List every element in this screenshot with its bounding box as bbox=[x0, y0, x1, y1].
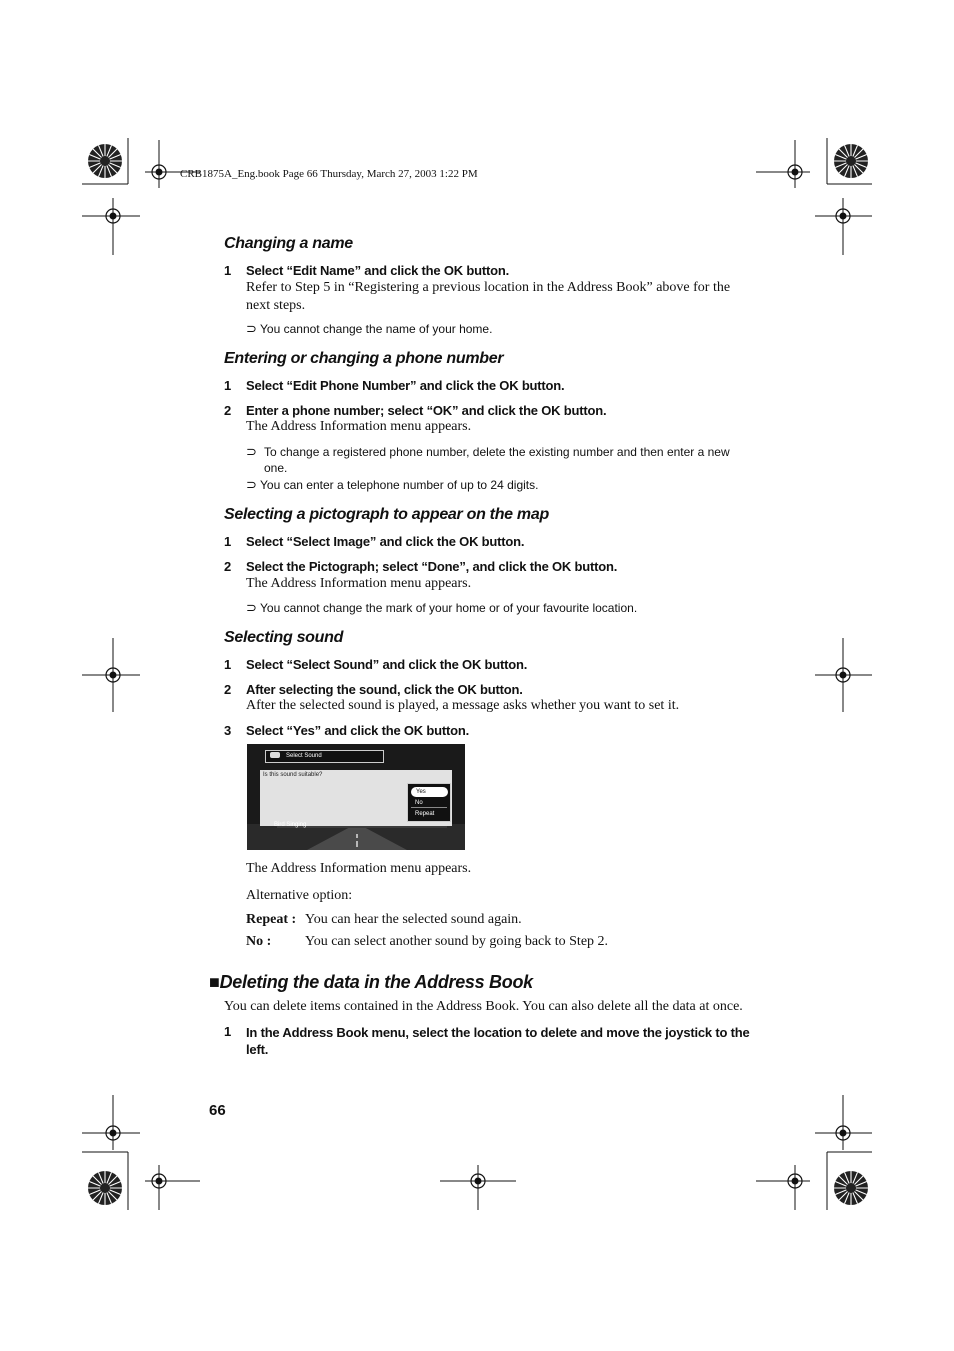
sound-name: Bird Singing bbox=[274, 822, 307, 828]
alternative-label: Alternative option: bbox=[246, 888, 353, 903]
step-number: 2 bbox=[224, 682, 232, 697]
file-info-header: CRB1875A_Eng.book Page 66 Thursday, March 27, 2003 1:22 PM bbox=[180, 168, 478, 180]
note bbox=[246, 600, 637, 616]
step-body: Refer to Step 5 in “Registering a previous location in the Address Book” above for the next steps. bbox=[246, 280, 731, 313]
square-bullet-icon: ■ bbox=[209, 972, 220, 992]
step-body: The Address Information menu appears. bbox=[246, 576, 472, 591]
page-number: 66 bbox=[209, 1102, 226, 1119]
section-title-phone: Entering or changing a phone number bbox=[224, 350, 504, 367]
note bbox=[246, 321, 492, 337]
section-title-deleting bbox=[209, 972, 533, 993]
note-text: You can enter a telephone number of up to 24 digits. bbox=[260, 478, 539, 492]
step-text: Select “Edit Name” and click the OK button. bbox=[246, 263, 510, 278]
option-term-no bbox=[246, 933, 271, 951]
step-delete-location bbox=[0, 1024, 954, 1060]
dialog-question: Is this sound suitable? bbox=[263, 772, 323, 778]
step-text: After selecting the sound, click the OK button. bbox=[246, 682, 523, 697]
note-arrow-icon: ⊃ bbox=[246, 321, 257, 336]
term: No : bbox=[246, 934, 272, 949]
step-text: Enter a phone number; select “OK” and click the OK button. bbox=[246, 403, 607, 418]
step-edit-phone bbox=[0, 378, 954, 394]
note-arrow-icon: ⊃ bbox=[246, 444, 257, 459]
option-term-repeat bbox=[246, 911, 296, 929]
after-screen-text: The Address Information menu appears. bbox=[246, 861, 472, 876]
step-body: The Address Information menu appears. bbox=[246, 419, 472, 434]
note-arrow-icon: ⊃ bbox=[246, 600, 257, 615]
sound-icon bbox=[270, 752, 280, 758]
step-number: 2 bbox=[224, 403, 232, 418]
step-number: 3 bbox=[224, 723, 232, 738]
step-number: 1 bbox=[224, 534, 232, 549]
select-sound-screenshot bbox=[247, 744, 465, 850]
step-text: Select the Pictograph; select “Done”, and click the OK button. bbox=[246, 559, 618, 574]
screen-title-bar bbox=[265, 750, 384, 763]
menu-option-no[interactable]: No bbox=[411, 799, 447, 808]
step-edit-name bbox=[0, 263, 954, 279]
screen-title: Select Sound bbox=[286, 753, 322, 759]
note bbox=[246, 477, 538, 493]
term: Repeat : bbox=[246, 912, 297, 927]
step-select-image bbox=[0, 534, 954, 550]
step-text: In the Address Book menu, select the location to delete and move the joystick to the left. bbox=[246, 1025, 750, 1057]
step-number: 1 bbox=[224, 378, 232, 393]
dialog-panel bbox=[260, 770, 452, 826]
menu-option-yes[interactable]: Yes bbox=[411, 787, 448, 797]
section-title-changing-name: Changing a name bbox=[224, 235, 353, 252]
note-arrow-icon: ⊃ bbox=[246, 477, 257, 492]
note-text: You cannot change the name of your home. bbox=[260, 322, 493, 336]
step-text: Select “Select Sound” and click the OK button. bbox=[246, 657, 528, 672]
step-select-sound bbox=[0, 657, 954, 673]
section-title-sound: Selecting sound bbox=[224, 629, 344, 646]
step-enter-phone bbox=[0, 403, 954, 419]
note-text: To change a registered phone number, delete the existing number and then enter a new one. bbox=[264, 445, 730, 475]
menu-option-repeat[interactable]: Repeat bbox=[415, 811, 435, 817]
step-body: After the selected sound is played, a message asks whether you want to set it. bbox=[246, 698, 680, 713]
step-select-yes bbox=[0, 723, 954, 739]
option-menu bbox=[407, 783, 451, 822]
note-text: You cannot change the mark of your home or of your favourite location. bbox=[260, 601, 638, 615]
option-desc-repeat: You can hear the selected sound again. bbox=[305, 912, 522, 927]
step-text: Select “Edit Phone Number” and click the OK button. bbox=[246, 378, 565, 393]
step-number: 2 bbox=[224, 559, 232, 574]
section-title-pictograph: Selecting a pictograph to appear on the map bbox=[224, 506, 549, 523]
note bbox=[246, 444, 756, 476]
step-number: 1 bbox=[224, 1024, 232, 1039]
option-desc-no: You can select another sound by going back to Step 2. bbox=[305, 934, 609, 949]
title-text: Deleting the data in the Address Book bbox=[219, 972, 533, 992]
step-number: 1 bbox=[224, 263, 232, 278]
step-after-selecting bbox=[0, 682, 954, 698]
step-select-pictograph bbox=[0, 559, 954, 575]
deleting-intro: You can delete items contained in the Address Book. You can also delete all the data at once. bbox=[224, 999, 743, 1014]
step-text: Select “Select Image” and click the OK button. bbox=[246, 534, 525, 549]
step-number: 1 bbox=[224, 657, 232, 672]
step-text: Select “Yes” and click the OK button. bbox=[246, 723, 470, 738]
